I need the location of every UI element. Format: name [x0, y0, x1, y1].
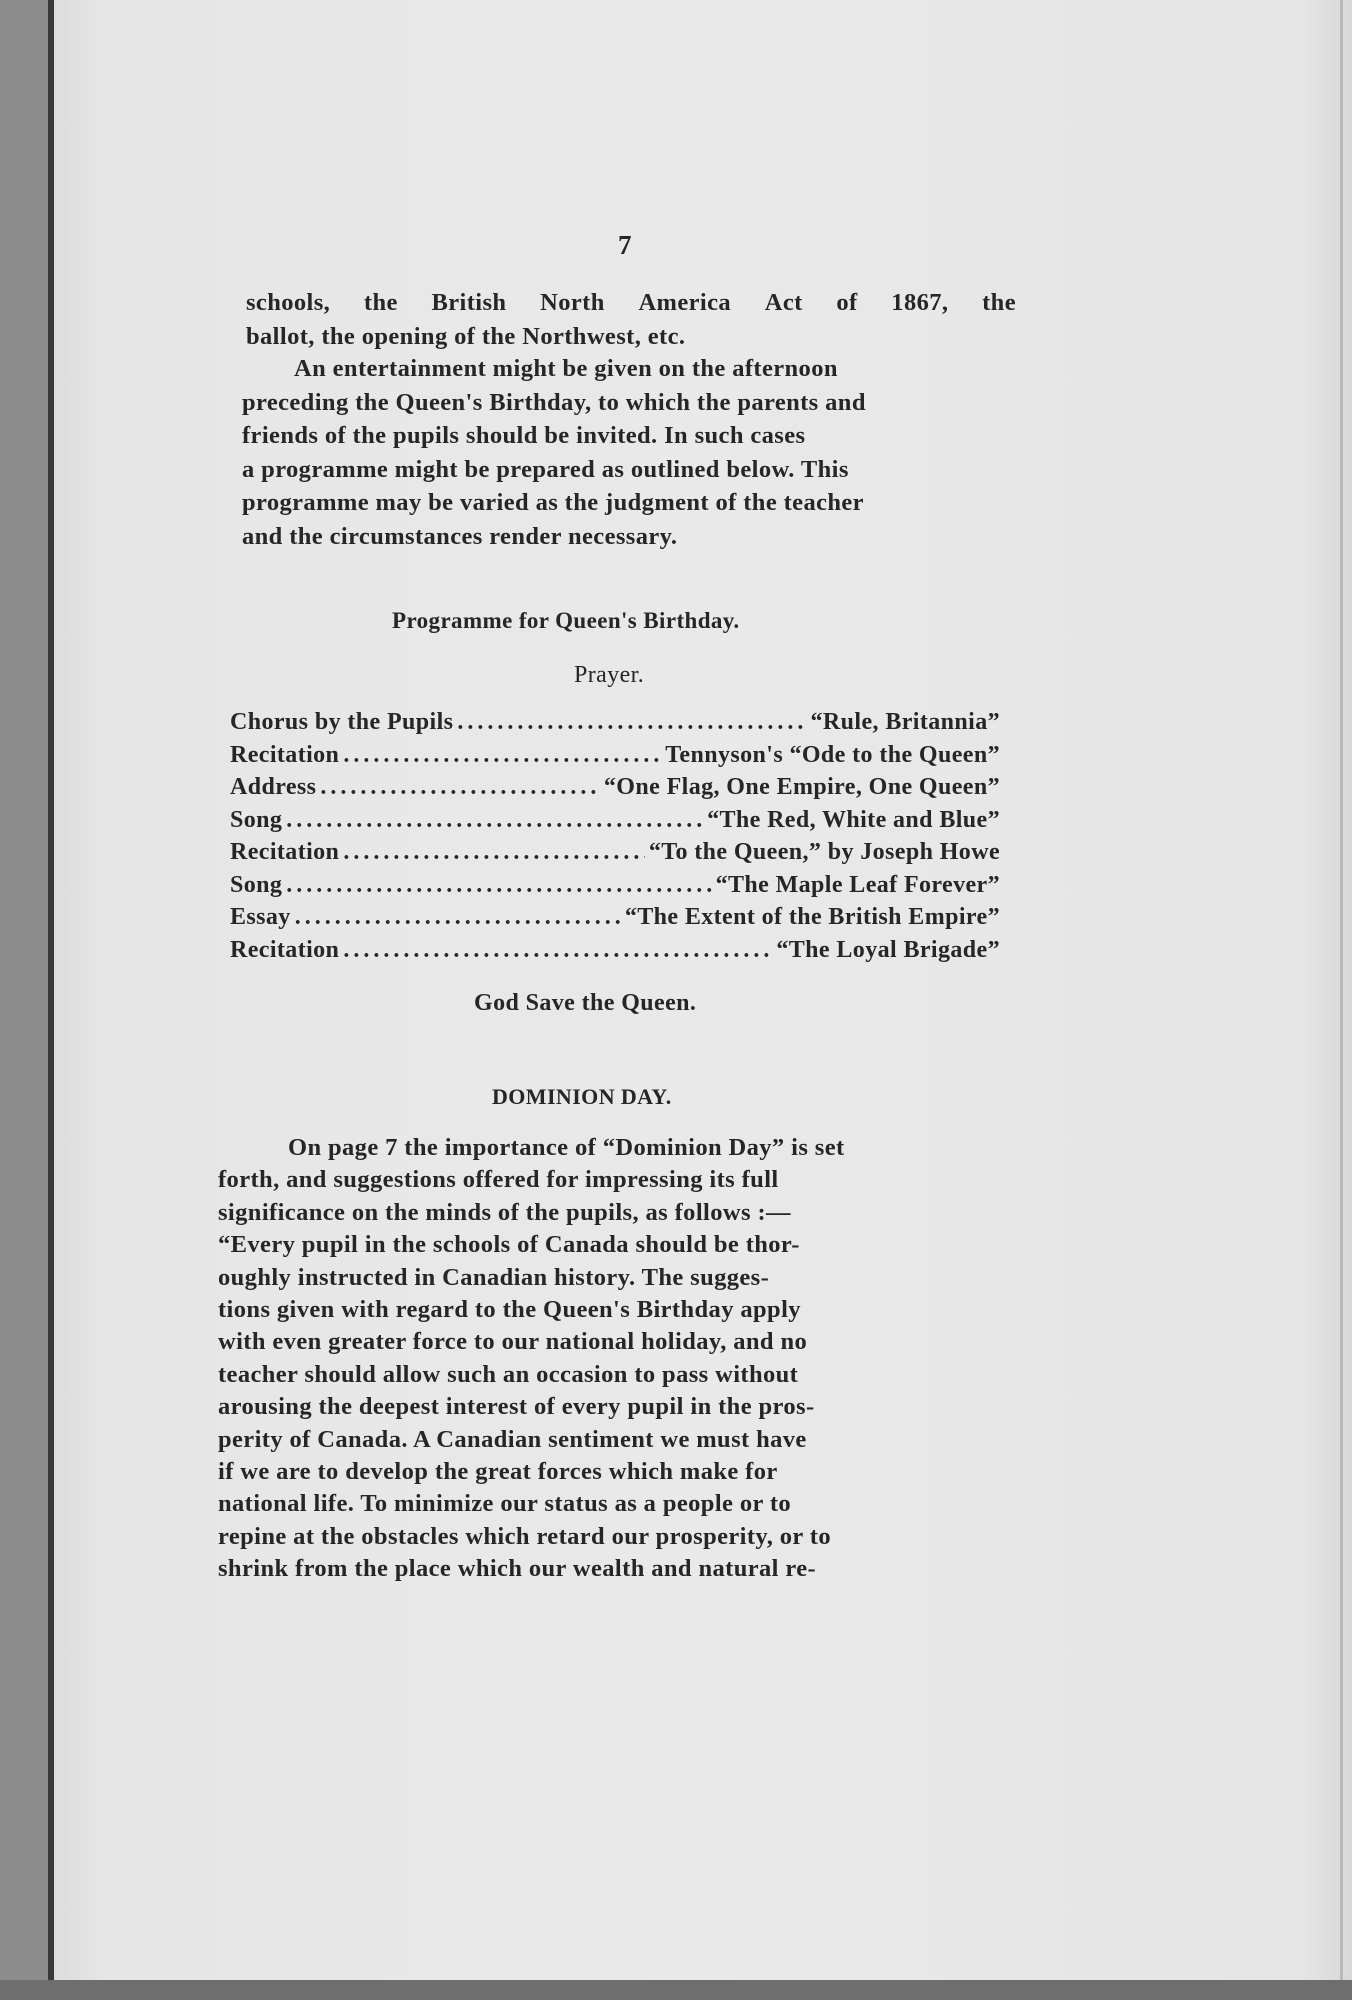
paragraph-line: schools, the British North America Act of 1867, the [246, 289, 1016, 316]
programme-item-title: “The Maple Leaf Forever” [715, 871, 1000, 898]
programme-item [230, 869, 1000, 902]
paragraph-line: national life. To minimize our status as a people or to [218, 1490, 792, 1518]
dot-leader [457, 706, 806, 739]
programme-item [230, 901, 1000, 934]
programme-item [230, 934, 1000, 967]
paragraph-line: oughly instructed in Canadian history. The sugges- [218, 1263, 770, 1291]
paragraph-line: forth, and suggestions offered for impressing its full [218, 1166, 779, 1194]
dominion-day-paragraph [218, 1132, 993, 1586]
paragraph-line: if we are to develop the great forces which make for [218, 1458, 778, 1486]
programme-item [230, 804, 1000, 837]
programme-item-part: Song [230, 871, 283, 898]
dot-leader [343, 934, 772, 967]
intro-paragraph-2 [242, 352, 1014, 553]
programme-item-title: “One Flag, One Empire, One Queen” [603, 774, 1000, 800]
paragraph-line: tions given with regard to the Queen's Birthday apply [218, 1296, 801, 1324]
programme-item [230, 771, 1000, 804]
programme-item-title: “To the Queen,” by Joseph Howe [648, 839, 1000, 865]
page-bottom-edge [0, 1980, 1352, 2000]
dot-leader [295, 901, 621, 934]
dot-leader [320, 771, 600, 804]
paragraph-line: a programme might be prepared as outlined below. This [242, 455, 849, 483]
paragraph-line: perity of Canada. A Canadian sentiment we must have [218, 1425, 807, 1453]
dominion-day-heading: DOMINION DAY. [492, 1084, 672, 1109]
book-binding-edge [48, 0, 54, 1980]
programme-item-title: “Rule, Britannia” [810, 709, 1000, 735]
programme-heading: Programme for Queen's Birthday. [392, 608, 740, 633]
programme-prayer: Prayer. [574, 662, 645, 688]
paragraph-line: arousing the deepest interest of every pupil in the pros- [218, 1393, 815, 1421]
programme-item-part: Recitation [230, 741, 340, 768]
paragraph-line: ballot, the opening of the Northwest, etc. [246, 322, 686, 350]
paragraph-line: On page 7 the importance of “Dominion Day” is set [288, 1134, 845, 1161]
programme-item-title: Tennyson's “Ode to the Queen” [665, 741, 1000, 768]
dot-leader [343, 739, 661, 772]
paragraph-line: An entertainment might be given on the afternoon [294, 355, 838, 382]
paragraph-line: and the circumstances render necessary. [242, 522, 678, 550]
programme-item-part: Essay [230, 904, 291, 930]
intro-paragraph-1 [246, 286, 1016, 353]
dot-leader [286, 869, 711, 902]
paragraph-line: with even greater force to our national holiday, and no [218, 1328, 808, 1356]
dot-leader [343, 836, 645, 869]
paragraph-line: teacher should allow such an occasion to pass without [218, 1360, 799, 1388]
programme-item-part: Recitation [230, 839, 340, 865]
programme-item-part: Address [230, 774, 317, 800]
paragraph-line: “Every pupil in the schools of Canada should be thor- [218, 1231, 800, 1259]
page-number: 7 [618, 230, 632, 260]
programme-item [230, 706, 1000, 739]
paragraph-line: programme may be varied as the judgment of the teacher [242, 489, 864, 516]
programme-closing: God Save the Queen. [474, 990, 697, 1016]
paragraph-line: friends of the pupils should be invited. In such cases [242, 422, 806, 449]
programme-item [230, 739, 1000, 772]
programme-item-part: Song [230, 806, 283, 833]
programme-item-title: “The Loyal Brigade” [776, 936, 1000, 963]
programme-item-part: Recitation [230, 936, 340, 963]
paragraph-line: significance on the minds of the pupils, as follows :— [218, 1198, 791, 1226]
page-right-edge [1340, 0, 1343, 1980]
programme-item-part: Chorus by the Pupils [230, 709, 454, 735]
paragraph-line: preceding the Queen's Birthday, to which the parents and [242, 388, 866, 416]
programme-item [230, 836, 1000, 869]
paragraph-line: repine at the obstacles which retard our prosperity, or to [218, 1522, 831, 1550]
programme-item-title: “The Extent of the British Empire” [624, 904, 1000, 930]
programme-item-title: “The Red, White and Blue” [707, 806, 1000, 833]
programme-list [230, 706, 1000, 966]
paragraph-line: shrink from the place which our wealth and natural re- [218, 1555, 817, 1583]
dot-leader [286, 804, 703, 837]
